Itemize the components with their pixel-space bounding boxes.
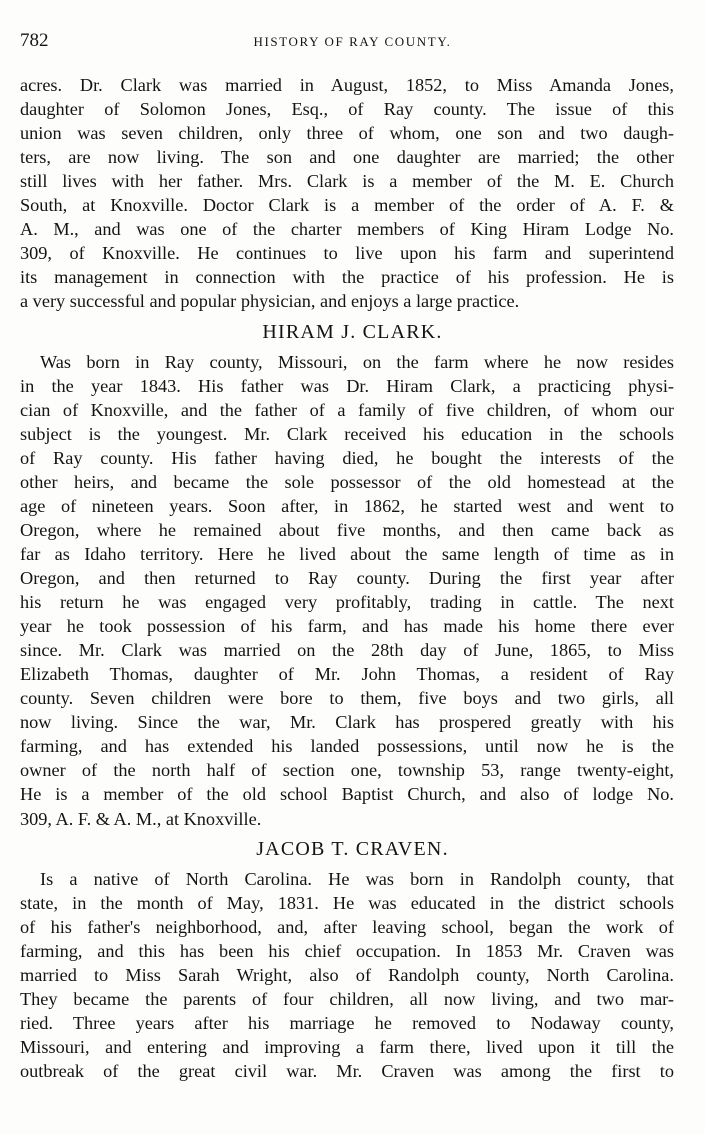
page-number: 782	[20, 30, 49, 51]
page-header	[20, 30, 685, 54]
text-line: Was born in Ray county, Missouri, on the farm where he now resides	[40, 351, 674, 372]
text-line: farming, and has extended his landed possessions, until now he is the	[20, 736, 674, 757]
text-line: ters, are now living. The son and one daughter are married; the other	[20, 147, 674, 168]
text-line: far as Idaho territory. Here he lived about the same length of time as in	[20, 543, 674, 564]
text-line: age of nineteen years. Soon after, in 1862, he started west and went to	[20, 495, 674, 516]
section-heading: HIRAM J. CLARK.	[262, 320, 443, 343]
text-line: ried. Three years after his marriage he removed to Nodaway county,	[20, 1012, 674, 1033]
text-line: year he took possession of his farm, and has made his home there ever	[20, 616, 674, 637]
text-line: owner of the north half of section one, township 53, range twenty-eight,	[20, 760, 674, 781]
text-line: outbreak of the great civil war. Mr. Craven was among the first to	[20, 1061, 674, 1081]
text-line: a very successful and popular physician, and enjoys a large practice.	[20, 291, 520, 312]
text-line: union was seven children, only three of whom, one son and two daugh-	[20, 123, 674, 144]
text-line: acres. Dr. Clark was married in August, 1852, to Miss Amanda Jones,	[20, 75, 674, 95]
text-line: of his father's neighborhood, and, after leaving school, began the work of	[20, 916, 674, 937]
text-line: subject is the youngest. Mr. Clark received his education in the schools	[20, 423, 674, 444]
text-line: farming, and this has been his chief occupation. In 1853 Mr. Craven was	[20, 940, 674, 961]
text-line: He is a member of the old school Baptist Church, and also of lodge No.	[20, 784, 674, 805]
text-line: daughter of Solomon Jones, Esq., of Ray county. The issue of this	[20, 99, 674, 120]
text-line: married to Miss Sarah Wright, also of Randolph county, North Carolina.	[20, 964, 674, 985]
text-line: of Ray county. His father having died, he bought the interests of the	[20, 447, 674, 468]
text-line: now living. Since the war, Mr. Clark has prospered greatly with his	[20, 712, 674, 733]
running-head: HISTORY OF RAY COUNTY.	[253, 34, 452, 49]
text-line: Elizabeth Thomas, daughter of Mr. John Thomas, a resident of Ray	[20, 664, 674, 685]
text-line: cian of Knoxville, and the father of a family of five children, of whom our	[20, 399, 674, 420]
text-line: his return he was engaged very profitably, trading in cattle. The next	[20, 592, 674, 613]
text-line: in the year 1843. His father was Dr. Hiram Clark, a practicing physi-	[20, 375, 674, 396]
text-line: Is a native of North Carolina. He was born in Randolph county, that	[40, 868, 674, 889]
text-line: Missouri, and entering and improving a farm there, lived upon it till the	[20, 1036, 674, 1057]
text-line: county. Seven children were bore to them, five boys and two girls, all	[20, 688, 674, 709]
text-line: since. Mr. Clark was married on the 28th day of June, 1865, to Miss	[20, 640, 674, 661]
text-line: Oregon, and then returned to Ray county. During the first year after	[20, 568, 674, 588]
text-line: other heirs, and became the sole possessor of the old homestead at the	[20, 471, 674, 492]
text-line: still lives with her father. Mrs. Clark is a member of the M. E. Church	[20, 171, 674, 192]
text-line: South, at Knoxville. Doctor Clark is a member of the order of A. F. &	[20, 195, 674, 216]
text-line: its management in connection with the practice of his profession. He is	[20, 267, 674, 288]
text-line: 309, of Knoxville. He continues to live upon his farm and superintend	[20, 243, 674, 264]
text-line: state, in the month of May, 1831. He was educated in the district schools	[20, 892, 674, 913]
text-line: Oregon, where he remained about five months, and then came back as	[20, 519, 674, 540]
text-line: A. M., and was one of the charter members of King Hiram Lodge No.	[20, 219, 674, 240]
section-heading: JACOB T. CRAVEN.	[256, 837, 449, 860]
text-line: 309, A. F. & A. M., at Knoxville.	[20, 808, 262, 829]
text-line: They became the parents of four children, all now living, and two mar-	[20, 988, 674, 1009]
